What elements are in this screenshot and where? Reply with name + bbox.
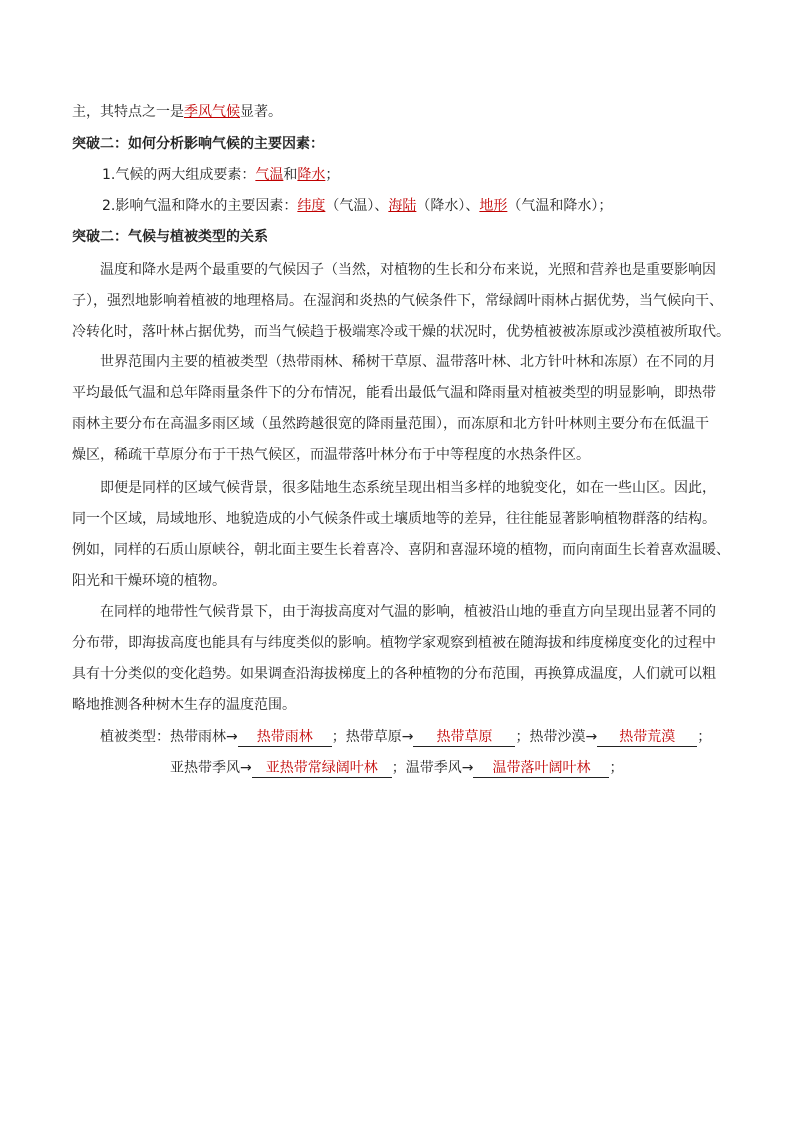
paragraph-line: 即便是同样的区域气候背景，很多陆地生态系统呈现出相当多样的地貌变化，如在一些山区。因此， bbox=[100, 480, 716, 496]
item2-text3: （气温和降水）； bbox=[507, 198, 613, 214]
veg-line1-end: ； bbox=[697, 729, 712, 745]
veg-label-subtropical-monsoon: 亚热带季风→ bbox=[170, 760, 252, 776]
paragraph-line: 具有十分类似的变化趋势。如果调查沿海拔梯度上的各种植物的分布范围，再换算成温度，人们就可以粗 bbox=[72, 666, 716, 682]
item1-conj: 和 bbox=[283, 167, 298, 183]
paragraph-line: 世界范围内主要的植被类型（热带雨林、稀树干草原、温带落叶林、北方针叶林和冻原）在不同的月 bbox=[100, 354, 716, 370]
paragraph-line: 同一个区域，局域地形、地貌造成的小气候条件或土壤质地等的差异，往往能显著影响植物群落的结构。 bbox=[72, 511, 716, 527]
paragraph-line: 在同样的地带性气候背景下，由于海拔高度对气温的影响，植被沿山地的垂直方向呈现出显著不同的 bbox=[100, 604, 716, 620]
answer-blank-rainforest: 热带雨林 bbox=[238, 729, 332, 747]
list-item-2 bbox=[102, 196, 612, 216]
paragraph-line: 子），强烈地影响着植被的地理格局。在湿润和炎热的气候条件下，常绿阔叶雨林占据优势，当气候向干、 bbox=[72, 293, 723, 309]
answer-blank-temperate: 温带落叶阔叶林 bbox=[473, 760, 609, 778]
list-item-1 bbox=[102, 165, 339, 185]
answer-precipitation: 降水 bbox=[297, 167, 326, 183]
answer-blank-desert: 热带荒漠 bbox=[597, 729, 697, 747]
paragraph-line: 平均最低气温和总年降雨量条件下的分布情况，能看出最低气温和降雨量对植被类型的明显影响，即热带 bbox=[72, 385, 716, 401]
answer-land-sea: 海陆 bbox=[388, 198, 417, 214]
answer-monsoon-climate: 季风气候 bbox=[184, 104, 240, 120]
vegetation-line-1 bbox=[100, 727, 711, 747]
section-heading-factors: 突破二：如何分析影响气候的主要因素： bbox=[72, 136, 324, 152]
veg-label-rainforest: 植被类型：热带雨林→ bbox=[100, 729, 238, 745]
intro-end: 显著。 bbox=[240, 104, 282, 120]
item2-text2: （降水）、 bbox=[416, 198, 480, 214]
intro-line bbox=[72, 102, 282, 122]
answer-temperature: 气温 bbox=[255, 167, 284, 183]
paragraph-line: 温度和降水是两个最重要的气候因子（当然，对植物的生长和分布来说，光照和营养也是重要影响因 bbox=[100, 262, 716, 278]
answer-terrain: 地形 bbox=[479, 198, 508, 214]
vegetation-line-2 bbox=[170, 758, 623, 778]
item2-label: 2.影响气温和降水的主要因素： bbox=[102, 198, 298, 214]
intro-text: 主，其特点之一是 bbox=[72, 104, 184, 120]
answer-blank-subtropical: 亚热带常绿阔叶林 bbox=[252, 760, 392, 778]
paragraph-line: 雨林主要分布在高温多雨区域（虽然跨越很宽的降雨量范围），而冻原和北方针叶林则主要分布在低温干 bbox=[72, 416, 709, 432]
paragraph-line: 分布带，即海拔高度也能具有与纬度类似的影响。植物学家观察到植被在随海拔和纬度梯度变化的过程中 bbox=[72, 635, 716, 651]
paragraph-line: 燥区，稀疏干草原分布于干热气候区，而温带落叶林分布于中等程度的水热条件区。 bbox=[72, 447, 590, 463]
answer-blank-savanna: 热带草原 bbox=[413, 729, 515, 747]
paragraph-line: 阳光和干燥环境的植物。 bbox=[72, 573, 226, 589]
paragraph-line: 略地推测各种树木生存的温度范围。 bbox=[72, 697, 296, 713]
item1-end: ； bbox=[325, 167, 340, 183]
item1-label: 1.气候的两大组成要素： bbox=[102, 167, 256, 183]
section-heading-vegetation: 突破二：气候与植被类型的关系 bbox=[72, 229, 268, 245]
veg-line2-end: ； bbox=[609, 760, 624, 776]
paragraph-line: 例如，同样的石质山原峡谷，朝北面主要生长着喜冷、喜阴和喜湿环境的植物，而向南面生长着喜欢温暖、 bbox=[72, 542, 730, 558]
answer-latitude: 纬度 bbox=[297, 198, 326, 214]
item2-text1: （气温）、 bbox=[325, 198, 389, 214]
paragraph-line: 冷转化时，落叶林占据优势，而当气候趋于极端寒冷或干燥的状况时，优势植被被冻原或沙漠植被所取代。 bbox=[72, 324, 730, 340]
veg-label-desert: ；热带沙漠→ bbox=[515, 729, 598, 745]
veg-label-savanna: ；热带草原→ bbox=[331, 729, 414, 745]
veg-label-temperate-monsoon: ；温带季风→ bbox=[391, 760, 474, 776]
